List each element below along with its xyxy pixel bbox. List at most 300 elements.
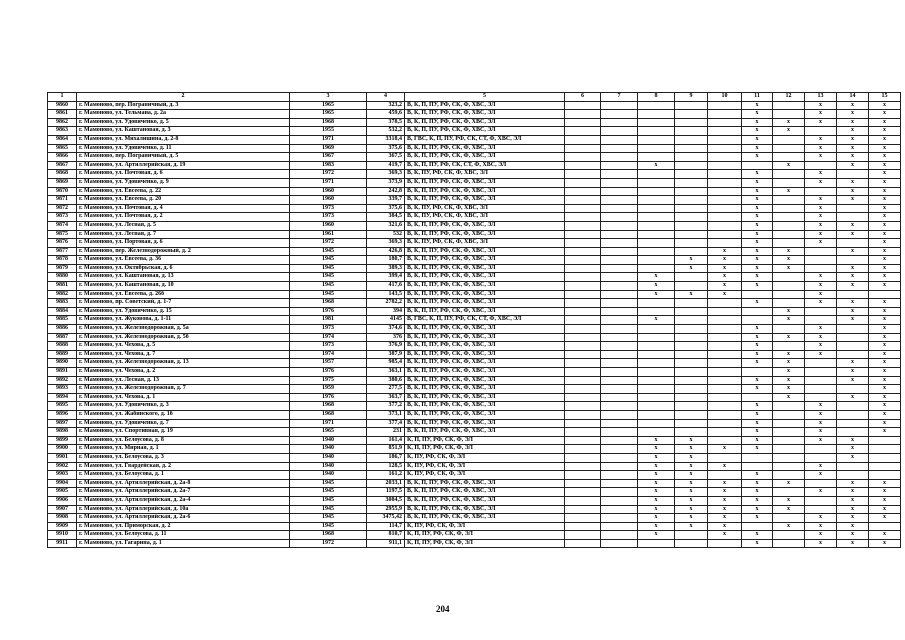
- header-cell-11: 11: [742, 93, 773, 102]
- mark-cell-8: [638, 333, 675, 342]
- utilities-cell: В, К, П, ПУ, РФ, СК, Ф, ХВС, ЭЛ: [405, 118, 565, 127]
- table-row: [48, 539, 901, 548]
- mark-cell-9: [675, 282, 708, 291]
- utilities-cell: В, К, П, ПУ, РФ, СК, Ф, ХВС, ЭЛ: [405, 178, 565, 187]
- mark-cell-8: [638, 307, 675, 316]
- mark-cell-10: [708, 135, 742, 144]
- header-cell-8: 8: [638, 93, 675, 102]
- year-built-cell: 1968: [290, 531, 367, 540]
- table-row: [48, 256, 901, 265]
- mark-cell-13: [805, 256, 837, 265]
- mark-cell-10: [708, 187, 742, 196]
- mark-cell-7: [601, 153, 638, 162]
- year-built-cell: 1945: [290, 256, 367, 265]
- mark-cell-12: [773, 531, 805, 540]
- row-number-cell: 9875: [48, 230, 77, 239]
- row-number-cell: 9862: [48, 118, 77, 127]
- mark-cell-15: x: [869, 531, 901, 540]
- mark-cell-12: [773, 402, 805, 411]
- address-cell: г. Мамоново, ул. Белоусова, д. 8: [77, 436, 290, 445]
- year-built-cell: 1969: [290, 144, 367, 153]
- mark-cell-12: [773, 153, 805, 162]
- mark-cell-8: [638, 127, 675, 136]
- register-sheet: [47, 92, 901, 548]
- mark-cell-10: x: [708, 522, 742, 531]
- mark-cell-15: x: [869, 239, 901, 248]
- mark-cell-9: [675, 393, 708, 402]
- table-row: [48, 118, 901, 127]
- year-built-cell: 1960: [290, 221, 367, 230]
- mark-cell-14: x: [837, 359, 869, 368]
- year-built-cell: 1960: [290, 196, 367, 205]
- mark-cell-11: x: [742, 488, 773, 497]
- area-cell: 378,5: [367, 118, 405, 127]
- mark-cell-15: x: [869, 187, 901, 196]
- area-cell: 321,6: [367, 221, 405, 230]
- year-built-cell: 1945: [290, 247, 367, 256]
- mark-cell-15: x: [869, 488, 901, 497]
- year-built-cell: 1976: [290, 368, 367, 377]
- mark-cell-9: x: [675, 514, 708, 523]
- utilities-cell: В, К, П, ПУ, РФ, СК, Ф, ХВС, ЭЛ: [405, 419, 565, 428]
- mark-cell-13: x: [805, 135, 837, 144]
- address-cell: г. Мамоново, ул. Чехова, д. 1: [77, 393, 290, 402]
- mark-cell-8: [638, 299, 675, 308]
- utilities-cell: В, К, П, ПУ, РФ, СК, Ф, ХВС, ЭЛ: [405, 505, 565, 514]
- address-cell: г. Мамоново, ул. Гвардейская, д. 2: [77, 462, 290, 471]
- table-row: [48, 514, 901, 523]
- mark-cell-7: [601, 350, 638, 359]
- utilities-cell: В, К, П, ПУ, РФ, СК, Ф, ХВС, ЭЛ: [405, 514, 565, 523]
- mark-cell-11: [742, 161, 773, 170]
- table-row: [48, 178, 901, 187]
- mark-cell-12: x: [773, 118, 805, 127]
- table-row: [48, 213, 901, 222]
- mark-cell-15: [869, 436, 901, 445]
- year-built-cell: 1972: [290, 539, 367, 548]
- address-cell: г. Мамоново, ул. Удовиченко, д. 7: [77, 419, 290, 428]
- mark-cell-12: [773, 273, 805, 282]
- mark-cell-7: [601, 393, 638, 402]
- address-cell: г. Мамоново, ул. Артиллерийская, д. 2а-8: [77, 479, 290, 488]
- mark-cell-9: [675, 230, 708, 239]
- table-body: [48, 101, 901, 548]
- mark-cell-12: [773, 539, 805, 548]
- row-number-cell: 9892: [48, 376, 77, 385]
- row-number-cell: 9897: [48, 419, 77, 428]
- area-cell: 242,8: [367, 187, 405, 196]
- row-number-cell: 9867: [48, 161, 77, 170]
- mark-cell-15: [869, 522, 901, 531]
- mark-cell-14: [837, 239, 869, 248]
- utilities-cell: В, К, П, ПУ, РФ, СК, Ф, ХВС, ЭЛ: [405, 496, 565, 505]
- mark-cell-7: [601, 127, 638, 136]
- mark-cell-7: [601, 299, 638, 308]
- address-cell: г. Мамоново, ул. Евсеева, д. 22: [77, 187, 290, 196]
- mark-cell-7: [601, 359, 638, 368]
- row-number-cell: 9907: [48, 505, 77, 514]
- address-cell: г. Мамоново, ул. Артиллерийская, д. 2а-7: [77, 488, 290, 497]
- mark-cell-11: x: [742, 342, 773, 351]
- mark-cell-8: x: [638, 436, 675, 445]
- mark-cell-6: [565, 239, 601, 248]
- area-cell: 161,2: [367, 471, 405, 480]
- row-number-cell: 9878: [48, 256, 77, 265]
- year-built-cell: 1960: [290, 187, 367, 196]
- header-cell-5: 5: [405, 93, 565, 102]
- mark-cell-8: [638, 410, 675, 419]
- mark-cell-7: [601, 445, 638, 454]
- utilities-cell: В, К, П, ПУ, РФ, СК, Ф, ХВС, ЭЛ: [405, 376, 565, 385]
- mark-cell-8: [638, 264, 675, 273]
- mark-cell-12: x: [773, 368, 805, 377]
- mark-cell-11: x: [742, 264, 773, 273]
- table-row: [48, 505, 901, 514]
- mark-cell-13: [805, 247, 837, 256]
- mark-cell-9: [675, 101, 708, 110]
- mark-cell-14: x: [837, 144, 869, 153]
- mark-cell-12: [773, 342, 805, 351]
- mark-cell-7: [601, 479, 638, 488]
- mark-cell-7: [601, 496, 638, 505]
- mark-cell-6: [565, 428, 601, 437]
- mark-cell-11: [742, 368, 773, 377]
- mark-cell-15: x: [869, 410, 901, 419]
- mark-cell-13: [805, 445, 837, 454]
- mark-cell-14: x: [837, 496, 869, 505]
- mark-cell-10: x: [708, 282, 742, 291]
- mark-cell-10: [708, 127, 742, 136]
- mark-cell-6: [565, 410, 601, 419]
- mark-cell-15: x: [869, 110, 901, 119]
- utilities-cell: В, К, П, ПУ, РФ, СК, Ф, ХВС, ЭЛ: [405, 230, 565, 239]
- mark-cell-9: x: [675, 264, 708, 273]
- row-number-cell: 9869: [48, 178, 77, 187]
- mark-cell-6: [565, 436, 601, 445]
- mark-cell-10: [708, 325, 742, 334]
- mark-cell-12: [773, 135, 805, 144]
- mark-cell-13: x: [805, 410, 837, 419]
- mark-cell-8: x: [638, 445, 675, 454]
- area-cell: 128,5: [367, 462, 405, 471]
- mark-cell-14: x: [837, 376, 869, 385]
- area-cell: 380,6: [367, 376, 405, 385]
- address-cell: г. Мамоново, ул. Жуковова, д. 1-11: [77, 316, 290, 325]
- mark-cell-14: [837, 204, 869, 213]
- mark-cell-12: [773, 471, 805, 480]
- utilities-cell: В, К, П, ПУ, РФ, СК, Ф, ХВС, ЭЛ: [405, 144, 565, 153]
- mark-cell-14: [837, 419, 869, 428]
- table-header: [48, 93, 901, 102]
- mark-cell-6: [565, 187, 601, 196]
- year-built-cell: 1973: [290, 325, 367, 334]
- mark-cell-13: x: [805, 230, 837, 239]
- mark-cell-7: [601, 101, 638, 110]
- mark-cell-10: [708, 230, 742, 239]
- row-number-cell: 9893: [48, 385, 77, 394]
- row-number-cell: 9889: [48, 350, 77, 359]
- mark-cell-13: x: [805, 299, 837, 308]
- table-row: [48, 368, 901, 377]
- area-cell: 114,7: [367, 522, 405, 531]
- address-cell: г. Мамоново, ул. Евсеева, д. 20: [77, 196, 290, 205]
- utilities-cell: В, К, П, ПУ, РФ, СК, Ф, ХВС, ЭЛ: [405, 221, 565, 230]
- mark-cell-13: x: [805, 462, 837, 471]
- mark-cell-9: [675, 410, 708, 419]
- table-row: [48, 428, 901, 437]
- address-cell: г. Мамоново, ул. Железнодорожная, д. 5а: [77, 325, 290, 334]
- mark-cell-8: [638, 230, 675, 239]
- mark-cell-9: [675, 178, 708, 187]
- mark-cell-13: x: [805, 196, 837, 205]
- mark-cell-8: [638, 376, 675, 385]
- utilities-cell: В, К, П, ПУ, РФ, СК, Ф, ХВС, ЭЛ: [405, 333, 565, 342]
- area-cell: 375,6: [367, 204, 405, 213]
- mark-cell-6: [565, 170, 601, 179]
- row-number-cell: 9880: [48, 273, 77, 282]
- mark-cell-8: x: [638, 282, 675, 291]
- mark-cell-12: [773, 410, 805, 419]
- utilities-cell: В, К, П, ПУ, РФ, СК, Ф, ХВС, ЭЛ: [405, 282, 565, 291]
- mark-cell-12: [773, 419, 805, 428]
- mark-cell-11: x: [742, 428, 773, 437]
- mark-cell-11: x: [742, 436, 773, 445]
- address-cell: г. Мамоново, ул. Лесная, д. 7: [77, 230, 290, 239]
- mark-cell-14: x: [837, 479, 869, 488]
- table-row: [48, 127, 901, 136]
- year-built-cell: 1945: [290, 496, 367, 505]
- mark-cell-9: [675, 204, 708, 213]
- mark-cell-8: x: [638, 514, 675, 523]
- mark-cell-15: [869, 471, 901, 480]
- mark-cell-15: x: [869, 419, 901, 428]
- mark-cell-15: x: [869, 144, 901, 153]
- address-cell: г. Мамоново, ул. Мирная, д. 1: [77, 445, 290, 454]
- mark-cell-12: [773, 213, 805, 222]
- mark-cell-8: x: [638, 479, 675, 488]
- mark-cell-12: x: [773, 359, 805, 368]
- header-cell-14: 14: [837, 93, 869, 102]
- year-built-cell: 1940: [290, 445, 367, 454]
- address-cell: г. Мамоново, ул. Тельмана, д. 2а: [77, 110, 290, 119]
- mark-cell-11: x: [742, 204, 773, 213]
- mark-cell-10: x: [708, 290, 742, 299]
- utilities-cell: В, К, П, ПУ, РФ, СК, Ф, ХВС, ЭЛ: [405, 402, 565, 411]
- mark-cell-15: x: [869, 505, 901, 514]
- table-row: [48, 522, 901, 531]
- address-cell: г. Мамоново, ул. Октябрьская, д. 6: [77, 264, 290, 273]
- mark-cell-13: x: [805, 350, 837, 359]
- table-row: [48, 239, 901, 248]
- mark-cell-6: [565, 264, 601, 273]
- address-cell: г. Мамоново, ул. Почтовая, д. 2: [77, 213, 290, 222]
- area-cell: 377,2: [367, 402, 405, 411]
- mark-cell-6: [565, 522, 601, 531]
- utilities-cell: В, К, ПУ, РФ, СК, Ф, ХВС, ЭЛ: [405, 170, 565, 179]
- area-cell: 851,9: [367, 445, 405, 454]
- table-row: [48, 479, 901, 488]
- address-cell: г. Мамоново, ул. Почтовая, д. 6: [77, 170, 290, 179]
- mark-cell-10: [708, 419, 742, 428]
- row-number-cell: 9881: [48, 282, 77, 291]
- address-cell: г. Мамоново, ул. Каштановая, д. 10: [77, 282, 290, 291]
- mark-cell-8: x: [638, 462, 675, 471]
- row-number-cell: 9866: [48, 153, 77, 162]
- mark-cell-6: [565, 462, 601, 471]
- mark-cell-11: x: [742, 239, 773, 248]
- mark-cell-10: [708, 118, 742, 127]
- mark-cell-11: x: [742, 273, 773, 282]
- mark-cell-13: x: [805, 436, 837, 445]
- address-cell: г. Мамоново, ул. Артиллерийская, д. 10а: [77, 505, 290, 514]
- mark-cell-8: [638, 213, 675, 222]
- mark-cell-12: x: [773, 161, 805, 170]
- mark-cell-8: [638, 178, 675, 187]
- table-row: [48, 410, 901, 419]
- mark-cell-10: [708, 436, 742, 445]
- mark-cell-7: [601, 196, 638, 205]
- mark-cell-9: [675, 376, 708, 385]
- area-cell: 161,4: [367, 436, 405, 445]
- row-number-cell: 9888: [48, 342, 77, 351]
- header-cell-6: 6: [565, 93, 601, 102]
- mark-cell-14: x: [837, 161, 869, 170]
- mark-cell-7: [601, 247, 638, 256]
- header-cell-7: 7: [601, 93, 638, 102]
- mark-cell-13: x: [805, 178, 837, 187]
- row-number-cell: 9870: [48, 187, 77, 196]
- mark-cell-14: [837, 213, 869, 222]
- mark-cell-9: [675, 299, 708, 308]
- mark-cell-12: [773, 436, 805, 445]
- mark-cell-7: [601, 170, 638, 179]
- mark-cell-6: [565, 273, 601, 282]
- mark-cell-11: x: [742, 376, 773, 385]
- mark-cell-7: [601, 471, 638, 480]
- mark-cell-6: [565, 299, 601, 308]
- mark-cell-14: [837, 350, 869, 359]
- header-cell-1: 1: [48, 93, 77, 102]
- mark-cell-13: [805, 127, 837, 136]
- mark-cell-6: [565, 514, 601, 523]
- utilities-cell: В, К, П, ПУ, РФ, СК, Ф, ХВС, ЭЛ: [405, 325, 565, 334]
- row-number-cell: 9902: [48, 462, 77, 471]
- mark-cell-11: x: [742, 135, 773, 144]
- utilities-cell: В, К, ПУ, РФ, СК, Ф, ХВС, ЭЛ: [405, 213, 565, 222]
- mark-cell-6: [565, 376, 601, 385]
- table-row: [48, 110, 901, 119]
- address-cell: г. Мамоново, пер. Пограничный, д. 5: [77, 153, 290, 162]
- mark-cell-12: x: [773, 264, 805, 273]
- mark-cell-10: x: [708, 264, 742, 273]
- mark-cell-7: [601, 522, 638, 531]
- year-built-cell: 1945: [290, 273, 367, 282]
- table-row: [48, 196, 901, 205]
- mark-cell-14: x: [837, 445, 869, 454]
- mark-cell-11: x: [742, 359, 773, 368]
- header-cell-13: 13: [805, 93, 837, 102]
- mark-cell-6: [565, 402, 601, 411]
- mark-cell-9: [675, 239, 708, 248]
- mark-cell-14: x: [837, 230, 869, 239]
- mark-cell-13: x: [805, 333, 837, 342]
- mark-cell-13: x: [805, 471, 837, 480]
- row-number-cell: 9861: [48, 110, 77, 119]
- mark-cell-15: x: [869, 153, 901, 162]
- mark-cell-12: [773, 144, 805, 153]
- mark-cell-8: [638, 325, 675, 334]
- utilities-cell: В, К, ПУ, РФ, СК, Ф, ХВС, ЭЛ: [405, 204, 565, 213]
- row-number-cell: 9877: [48, 247, 77, 256]
- year-built-cell: 1968: [290, 402, 367, 411]
- mark-cell-10: [708, 101, 742, 110]
- mark-cell-15: x: [869, 213, 901, 222]
- address-cell: г. Мамоново, ул. Удовиченко, д. 9: [77, 178, 290, 187]
- mark-cell-7: [601, 488, 638, 497]
- mark-cell-15: x: [869, 514, 901, 523]
- mark-cell-9: [675, 127, 708, 136]
- row-number-cell: 9865: [48, 144, 77, 153]
- mark-cell-9: x: [675, 471, 708, 480]
- mark-cell-8: x: [638, 290, 675, 299]
- table-row: [48, 342, 901, 351]
- mark-cell-11: x: [742, 514, 773, 523]
- utilities-cell: К, П, ПУ, РФ, СК, Ф, ЭЛ: [405, 531, 565, 540]
- mark-cell-11: x: [742, 445, 773, 454]
- mark-cell-11: x: [742, 187, 773, 196]
- mark-cell-13: [805, 368, 837, 377]
- mark-cell-11: [742, 393, 773, 402]
- mark-cell-10: [708, 144, 742, 153]
- year-built-cell: 1968: [290, 410, 367, 419]
- mark-cell-14: [837, 402, 869, 411]
- mark-cell-7: [601, 204, 638, 213]
- mark-cell-14: x: [837, 178, 869, 187]
- row-number-cell: 9860: [48, 101, 77, 110]
- mark-cell-9: [675, 247, 708, 256]
- mark-cell-8: [638, 239, 675, 248]
- area-cell: 369,3: [367, 170, 405, 179]
- mark-cell-13: x: [805, 325, 837, 334]
- mark-cell-10: x: [708, 488, 742, 497]
- mark-cell-13: [805, 385, 837, 394]
- utilities-cell: К, ПУ, РФ, СК, Ф, ЭЛ: [405, 471, 565, 480]
- mark-cell-15: x: [869, 342, 901, 351]
- header-cell-3: 3: [290, 93, 367, 102]
- mark-cell-7: [601, 316, 638, 325]
- row-number-cell: 9906: [48, 496, 77, 505]
- utilities-cell: В, К, П, ПУ, РФ, СК, Ф, ХВС, ЭЛ: [405, 479, 565, 488]
- area-cell: 277,5: [367, 385, 405, 394]
- area-cell: 363,1: [367, 368, 405, 377]
- table-row: [48, 290, 901, 299]
- mark-cell-6: [565, 316, 601, 325]
- table-row: [48, 204, 901, 213]
- year-built-cell: 1965: [290, 428, 367, 437]
- mark-cell-11: [742, 522, 773, 531]
- table-row: [48, 316, 901, 325]
- mark-cell-13: x: [805, 531, 837, 540]
- year-built-cell: 1973: [290, 342, 367, 351]
- table-row: [48, 161, 901, 170]
- year-built-cell: 1965: [290, 110, 367, 119]
- area-cell: 394: [367, 307, 405, 316]
- mark-cell-8: x: [638, 496, 675, 505]
- mark-cell-13: [805, 496, 837, 505]
- mark-cell-11: x: [742, 101, 773, 110]
- mark-cell-10: [708, 471, 742, 480]
- mark-cell-8: x: [638, 471, 675, 480]
